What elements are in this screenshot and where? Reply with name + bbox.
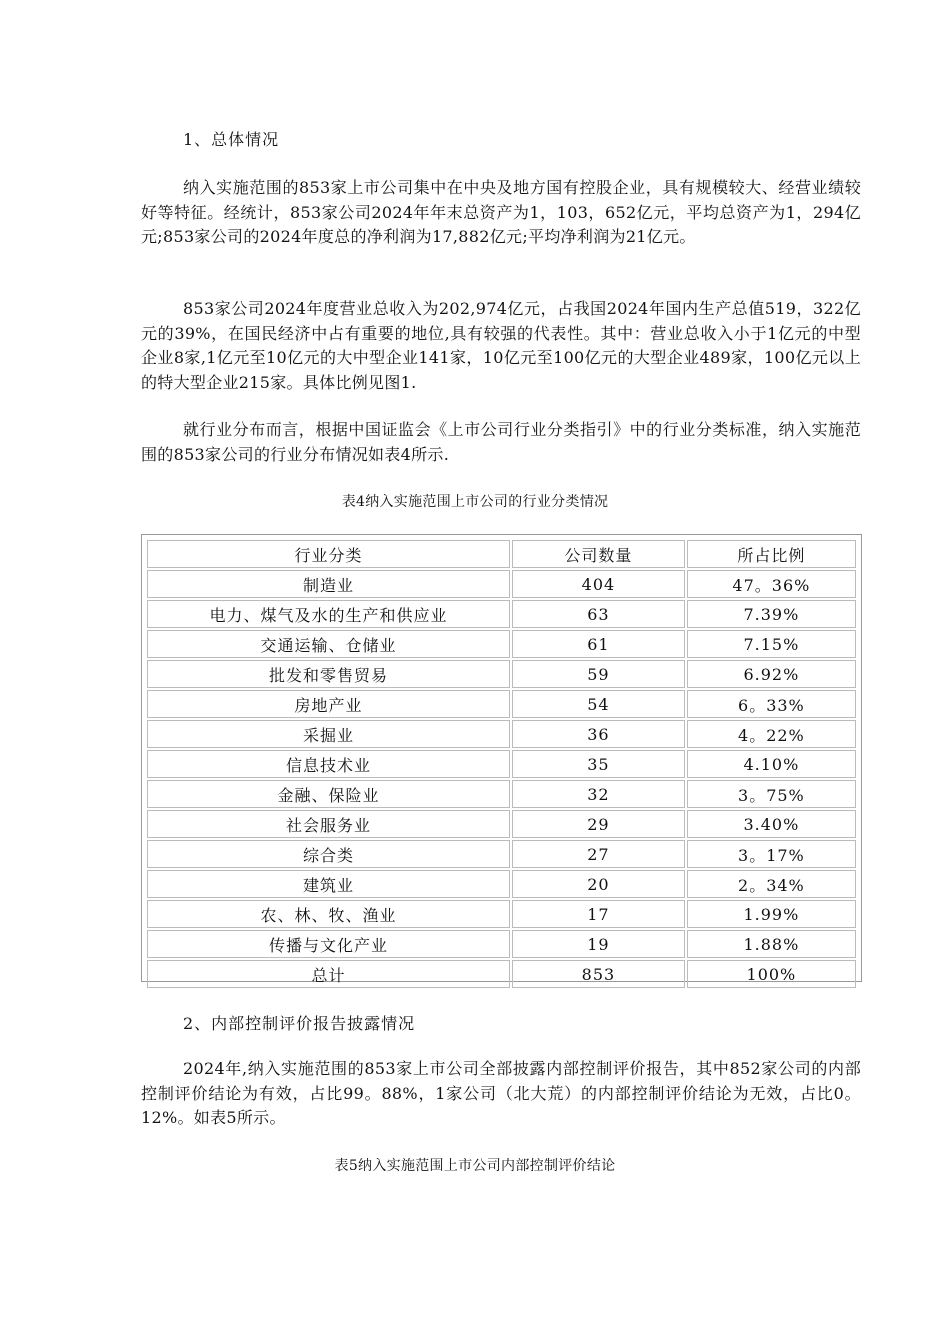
cell-industry: 批发和零售贸易 (147, 660, 510, 688)
cell-count: 63 (512, 600, 685, 628)
table-row (147, 960, 856, 988)
section1-paragraph-1: 纳入实施范围的853家上市公司集中在中央及地方国有控股企业，具有规模较大、经营业绩较好等特征。经统计，853家公司2024年年末总资产为1，103，652亿元，平均总资产为1，294亿元;853家公司的2024年度总的净利润为17,882亿元;平均净利润为21亿元。 (141, 178, 861, 246)
cell-count: 20 (512, 870, 685, 898)
cell-ratio: 6.92% (687, 660, 856, 688)
cell-ratio: 3。17% (687, 840, 856, 868)
cell-industry: 总计 (147, 960, 510, 988)
cell-industry: 社会服务业 (147, 810, 510, 838)
cell-ratio: 6。33% (687, 690, 856, 718)
cell-ratio: 2。34% (687, 870, 856, 898)
header-industry: 行业分类 (147, 540, 510, 568)
table-row (147, 900, 856, 928)
cell-ratio: 4.10% (687, 750, 856, 778)
table-row (147, 570, 856, 598)
cell-ratio: 100% (687, 960, 856, 988)
header-count: 公司数量 (512, 540, 685, 568)
table-row (147, 870, 856, 898)
header-ratio: 所占比例 (687, 540, 856, 568)
cell-count: 61 (512, 630, 685, 658)
cell-industry: 农、林、牧、渔业 (147, 900, 510, 928)
section1-heading: 1、总体情况 (183, 130, 280, 149)
table-row (147, 840, 856, 868)
cell-industry: 房地产业 (147, 690, 510, 718)
cell-industry: 采掘业 (147, 720, 510, 748)
cell-count: 32 (512, 780, 685, 808)
table-row (147, 690, 856, 718)
cell-ratio: 7.39% (687, 600, 856, 628)
cell-industry: 信息技术业 (147, 750, 510, 778)
cell-count: 54 (512, 690, 685, 718)
cell-industry: 交通运输、仓储业 (147, 630, 510, 658)
cell-count: 59 (512, 660, 685, 688)
cell-industry: 建筑业 (147, 870, 510, 898)
table-row (147, 930, 856, 958)
cell-count: 404 (512, 570, 685, 598)
table5-caption: 表5纳入实施范围上市公司内部控制评价结论 (334, 1158, 616, 1174)
table-row (147, 660, 856, 688)
cell-industry: 传播与文化产业 (147, 930, 510, 958)
table-row (147, 780, 856, 808)
table-header-row (147, 540, 856, 568)
cell-count: 35 (512, 750, 685, 778)
cell-ratio: 4。22% (687, 720, 856, 748)
table4-caption: 表4纳入实施范围上市公司的行业分类情况 (341, 494, 609, 510)
cell-count: 29 (512, 810, 685, 838)
cell-count: 853 (512, 960, 685, 988)
table-row (147, 600, 856, 628)
table-row (147, 750, 856, 778)
industry-table (145, 538, 858, 990)
table-row (147, 720, 856, 748)
cell-ratio: 1.99% (687, 900, 856, 928)
cell-industry: 制造业 (147, 570, 510, 598)
section2-heading: 2、内部控制评价报告披露情况 (183, 1014, 416, 1033)
cell-count: 19 (512, 930, 685, 958)
table4 (141, 534, 862, 985)
cell-ratio: 7.15% (687, 630, 856, 658)
cell-ratio: 3.40% (687, 810, 856, 838)
cell-ratio: 3。75% (687, 780, 856, 808)
cell-ratio: 1.88% (687, 930, 856, 958)
cell-industry: 金融、保险业 (147, 780, 510, 808)
cell-count: 36 (512, 720, 685, 748)
table-row (147, 810, 856, 838)
section1-paragraph-3: 就行业分布而言，根据中国证监会《上市公司行业分类指引》中的行业分类标准，纳入实施范围的853家公司的行业分布情况如表4所示. (141, 420, 861, 464)
section1-paragraph-2: 853家公司2024年度营业总收入为202,974亿元，占我国2024年国内生产总值519，322亿元的39%，在国民经济中占有重要的地位,具有较强的代表性。其中：营业总收入小于1亿元的中型企业8家,1亿元至10亿元的大中型企业141家，10亿元至100亿元的大型企业489家，100亿元以上的特大型企业215家。具体比例见图1. (141, 299, 861, 392)
cell-count: 17 (512, 900, 685, 928)
cell-count: 27 (512, 840, 685, 868)
section2-paragraph: 2024年,纳入实施范围的853家上市公司全部披露内部控制评价报告，其中852家公司的内部控制评价结论为有效，占比99。88%，1家公司（北大荒）的内部控制评价结论为无效，占比0。12%。如表5所示。 (141, 1059, 861, 1127)
cell-industry: 电力、煤气及水的生产和供应业 (147, 600, 510, 628)
cell-ratio: 47。36% (687, 570, 856, 598)
cell-industry: 综合类 (147, 840, 510, 868)
table-row (147, 630, 856, 658)
